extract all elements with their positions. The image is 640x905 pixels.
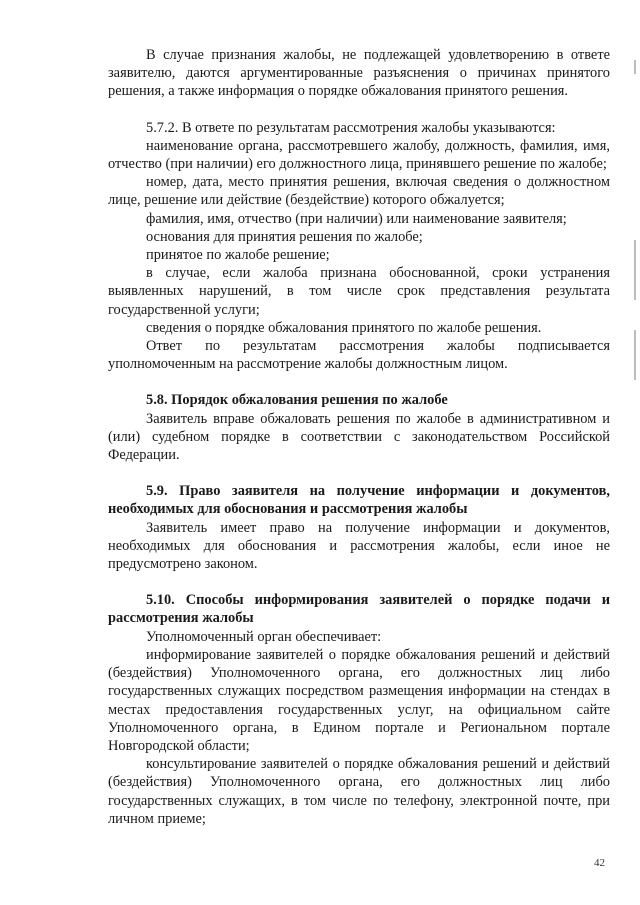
list-item: фамилия, имя, отчество (при наличии) или наименование заявителя; [146, 210, 567, 227]
list-item: консультирование заявителей о порядке обжалования решений и действий (бездействия) Уполномоченного органа, его должностных лиц либо государственных служащих, в том числе по телефону, электронной почте, при личном приеме; [108, 756, 610, 827]
scan-artifact [634, 330, 636, 380]
scan-artifact [634, 240, 636, 300]
list-item: в случае, если жалоба признана обоснованной, сроки устранения выявленных нарушений, в том числе срок представления результата государственной услуги; [108, 265, 610, 318]
list-item: сведения о порядке обжалования принятого по жалобе решения. [146, 319, 542, 336]
section-5-10-heading: 5.10. Способы информирования заявителей о порядке подачи и рассмотрения жалобы [108, 592, 610, 627]
scan-artifact [634, 60, 636, 74]
list-item: информирование заявителей о порядке обжалования решений и действий (бездействия) Уполномоченного органа, его должностных лиц либо государственных служащих посредством размещения информации на стендах в местах предоставления государственных услуг, на официальном сайте Уполномоченного органа, в Едином портале и Региональном портале Новгородской области; [108, 646, 610, 754]
list-item: номер, дата, место принятия решения, включая сведения о должностном лице, решение или действие (бездействие) которого обжалуется; [108, 174, 610, 209]
section-5-7-2-intro: 5.7.2. В ответе по результатам рассмотрения жалобы указываются: [146, 119, 556, 136]
list-item: принятое по жалобе решение; [146, 247, 330, 264]
section-5-8-body: Заявитель вправе обжаловать решения по жалобе в административном и (или) судебном порядке в соответствии с законодательством Российской Федерации. [108, 410, 610, 464]
document-body [108, 46, 610, 828]
list-item: наименование органа, рассмотревшего жалобу, должность, фамилия, имя, отчество (при наличии) его должностного лица, принявшего решение по жалобе; [108, 137, 610, 173]
page-number: 42 [594, 857, 605, 869]
section-5-10-intro: Уполномоченный орган обеспечивает: [146, 628, 382, 645]
section-5-9-body: Заявитель имеет право на получение информации и документов, необходимых для обоснования и рассмотрения жалобы, если иное не предусмотрено законом. [108, 519, 610, 573]
list-item: Ответ по результатам рассмотрения жалобы подписывается уполномоченным на рассмотрение жалобы должностным лицом. [108, 338, 610, 373]
section-5-8-heading: 5.8. Порядок обжалования решения по жалобе [146, 392, 448, 409]
list-item: основания для принятия решения по жалобе; [146, 228, 423, 245]
section-5-9-heading: 5.9. Право заявителя на получение информации и документов, необходимых для обоснования и рассмотрения жалобы [108, 483, 610, 518]
paragraph-refusal-explanation: В случае признания жалобы, не подлежащей удовлетворению в ответе заявителю, даются аргументированные разъяснения о причинах принятого решения, а также информация о порядке обжалования принятого решения. [108, 47, 610, 100]
